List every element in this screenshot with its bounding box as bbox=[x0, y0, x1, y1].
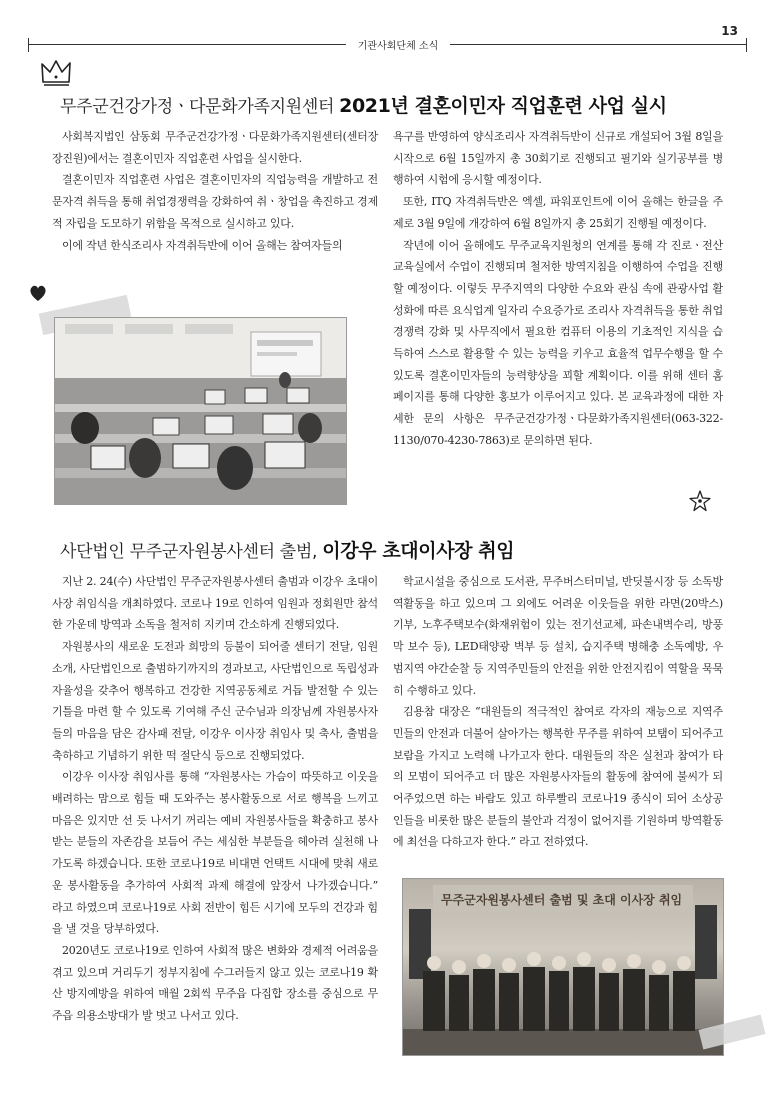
heart-doodle-icon bbox=[28, 283, 48, 303]
article2-left-p4: 2020년도 코로나19로 인하여 사회적 많은 변화와 경제적 어려움을 겪고 있으며 거리두기 정부지침에 수그러들지 않고 있는 코로나19 확산 방지예방을 위하여 매월 2회씩 무주읍 다집합 장소를 중심으로 무주읍 의용소방대가 발 벗고 나서고 있다. bbox=[52, 943, 378, 1023]
article2-headline: 이강우 초대이사장 취임 bbox=[322, 540, 515, 562]
article2-org: 사단법인 무주군자원봉사센터 출범, bbox=[60, 542, 318, 562]
article2-left-column bbox=[52, 571, 378, 1027]
article1-right-p1: 욕구를 반영하여 양식조리사 자격취득반이 신규로 개설되어 3월 8일을 시작으로 6월 15일까지 총 30회기로 진행되고 필기와 실기공부를 병행하여 시험에 응시할 예정이다. bbox=[393, 130, 723, 187]
article1-left-p3: 이에 작년 한식조리사 자격취득반에 이어 올해는 참여자들의 bbox=[62, 238, 343, 252]
article2-left-p2: 자원봉사의 새로운 도전과 희망의 등불이 되어줄 센터기 전달, 임원소개, 사단법인으로 출범하기까지의 경과보고, 사단법인으로 독립성과 자율성을 갖추어 행복하고 건강한 지역공동체로 거듭 발전할 수 있는 기틀을 마련 할 수 있도록 기여해 주신 군수님과 의장님께 자원봉사자들의 마음을 담은 감사패 전달, 이강우 이사장 취임사 및 축사, 출범을 축하하고 기념하기 위한 떡 절단식 등으로 진행되었다. bbox=[52, 640, 378, 762]
article1-left-column bbox=[52, 126, 378, 256]
ceremony-photo bbox=[402, 878, 724, 1056]
article1-left-p2: 결혼이민자 직업훈련 사업은 결혼이민자의 직업능력을 개발하고 전문자격 취득을 통해 취업경쟁력을 강화하여 취ㆍ창업을 촉진하고 경제적 자립을 도모하기 위함을 목적으로 실시하고 있다. bbox=[52, 173, 378, 230]
article1-title bbox=[60, 91, 667, 118]
article1-left-p1: 사회복지법인 삼동회 무주군건강가정ㆍ다문화가족지원센터(센터장 장진원)에서는 결혼이민자 직업훈련 사업을 실시한다. bbox=[52, 130, 378, 165]
header-rule-left bbox=[28, 44, 346, 45]
ceremony-banner: 무주군자원봉사센터 출범 및 초대 이사장 취임 bbox=[433, 885, 693, 913]
article2-title bbox=[60, 536, 514, 563]
crown-doodle-icon bbox=[40, 58, 74, 88]
article1-headline: 2021년 결혼이민자 직업훈련 사업 실시 bbox=[339, 95, 667, 117]
article2-right-p1: 학교시설을 중심으로 도서관, 무주버스터미널, 반딧불시장 등 소독방역활동을 하고 있으며 그 외에도 어려운 이웃들을 위한 라면(20박스) 기부, 노후주택보수(화재위험이 있는 전기선교체, 파손내벽수리, 방풍막 보수 등), LED태양광 벽부 등 설치, 습지주택 병해충 소독예방, 우범지역 야간순찰 등 지역주민들의 안전을 위한 안전지킴이 역할을 묵묵히 수행하고 있다. bbox=[393, 575, 723, 697]
article2-right-column bbox=[393, 571, 723, 853]
classroom-photo bbox=[54, 317, 347, 505]
header-rule-right bbox=[450, 44, 746, 45]
header-tick-right bbox=[746, 38, 747, 52]
article1-right-p2: 또한, ITQ 자격취득반은 엑셀, 파워포인트에 이어 올해는 한글을 주제로 3월 9일에 개강하여 6월 8일까지 총 25회기 진행될 예정이다. bbox=[393, 195, 723, 230]
classroom-scene bbox=[55, 318, 347, 505]
article1-right-column bbox=[393, 126, 723, 452]
article2-right-p2: 김용참 대장은 “대원들의 적극적인 참여로 각자의 재능으로 지역주민들의 안전과 더불어 살아가는 행복한 무주를 위하여 보탬이 되어주고 보람을 가지고 노력해 나가고자 한다. 대원들의 작은 실천과 참여가 타의 모범이 되어주고 더 많은 자원봉사자들의 활동에 참여에 불씨가 되어주었으면 하는 바람도 있고 하루빨리 코로나19 종식이 되어 소상공인들을 비롯한 많은 분들의 불안과 걱정이 없어지를 기원하며 방역활동에 최선을 다하고자 한다.” 라고 전하였다. bbox=[393, 705, 723, 849]
article2-left-p1: 지난 2. 24(수) 사단법인 무주군자원봉사센터 출범과 이강우 초대이사장 취임식을 개최하였다. 코로나 19로 인하여 임원과 정회원만 참석한 가운데 방역과 소독을 철저히 지키며 간소하게 진행되었다. bbox=[52, 575, 378, 632]
article1-right-p3: 작년에 이어 올해에도 무주교육지원청의 연계를 통해 각 진로ㆍ전산교육실에서 수업이 진행되며 철저한 방역지침을 이행하여 수업을 진행할 예정이다. 이렇듯 무주지역의 다양한 수요와 관심 속에 관광사업 활성화에 따른 요식업계 일자리 수요증가로 조리사 자격취득을 통한 취업경쟁력 강화 및 사무직에서 필요한 컴퓨터 이용의 기초적인 지식을 습득하여 스스로 활용할 수 있는 능력을 키우고 효율적 업무수행을 할 수 있도록 결혼이민자들의 능력향상을 꾀할 계획이다. 이를 위해 센터 홈페이지를 통해 다양한 홍보가 이루어지고 있다. 본 교육과정에 대한 자세한 문의 사항은 무주군건강가정ㆍ다문화가족지원센터(063-322-1130/070-4230-7863)로 문의하면 된다. bbox=[393, 238, 723, 447]
header-tick-left bbox=[28, 38, 29, 52]
section-label: 기관사회단체 소식 bbox=[357, 41, 439, 52]
ceremony-group bbox=[403, 879, 724, 1056]
page-number: 13 bbox=[721, 24, 738, 38]
article1-org: 무주군건강가정ㆍ다문화가족지원센터 bbox=[60, 97, 335, 117]
star-doodle-icon bbox=[688, 489, 712, 513]
article2-left-p3: 이강우 이사장 취임사를 통해 “자원봉사는 가슴이 따뜻하고 이웃을 배려하는 맘으로 힘들 때 도와주는 봉사활동으로 서로 행복을 느끼고 마음은 있지만 선 듯 나서기 꺼리는 예비 자원봉사들을 확충하고 봉사 받는 분들의 자존감을 보듬어 주는 세심한 부분들을 헤아려 실천해 나가도록 하겠습니다. 또한 코로나19로 비대면 언택트 시대에 맞춰 새로운 봉사활동을 추가하여 사회적 과제 해결에 앞장서 나가겠습니다.” 라고 하였으며 코로나19로 사회 전반이 힘든 시기에 모두의 건강과 힘을 낼 것을 당부하였다. bbox=[52, 770, 378, 936]
